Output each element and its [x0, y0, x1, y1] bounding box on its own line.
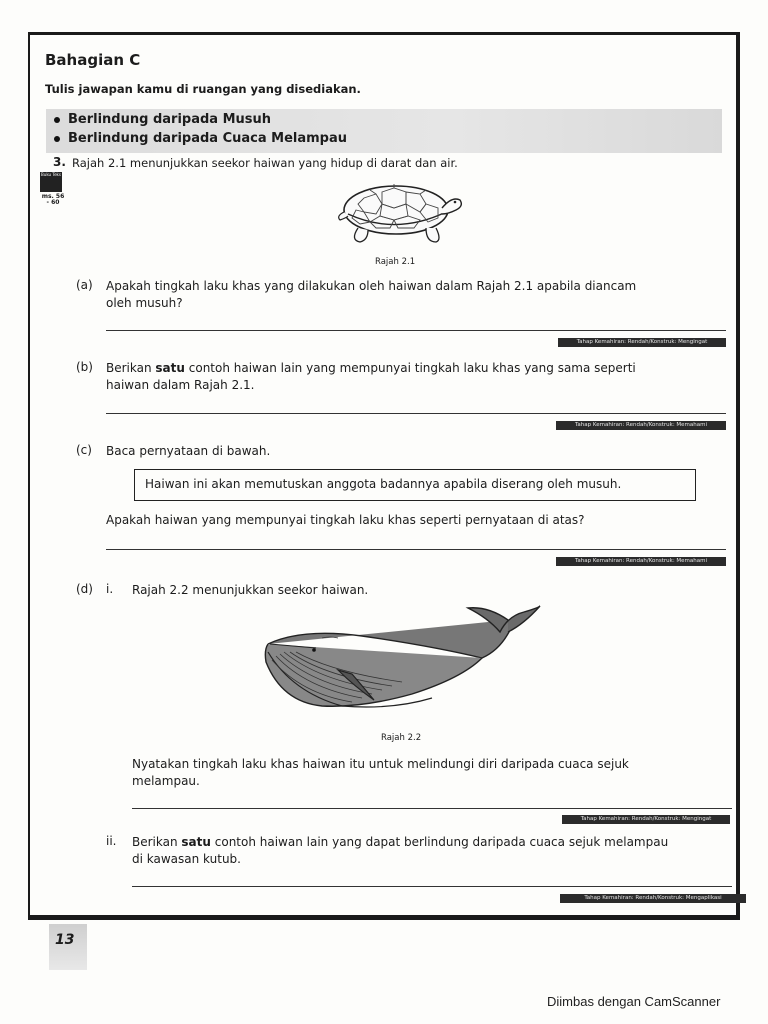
whale-figure: [262, 602, 546, 720]
subquestion-c-text: Baca pernyataan di bawah.: [106, 444, 271, 458]
scanner-watermark: Diimbas dengan CamScanner: [547, 994, 721, 1009]
subquestion-label: (a): [76, 278, 93, 292]
statement-box: Haiwan ini akan memutuskan anggota badannya apabila diserang oleh musuh.: [134, 469, 696, 501]
skill-level-tag: Tahap Kemahiran: Rendah/Konstruk: Memahami: [556, 421, 726, 430]
topic-item: Berlindung daripada Cuaca Melampau: [54, 131, 347, 146]
skill-level-tag: Tahap Kemahiran: Rendah/Konstruk: Memahami: [556, 557, 726, 566]
subquestion-a-text: Apakah tingkah laku khas yang dilakukan oleh haiwan dalam Rajah 2.1 apabila diancam oleh musuh?: [106, 279, 637, 310]
skill-level-tag: Tahap Kemahiran: Rendah/Konstruk: Mengingat: [562, 815, 730, 824]
skill-level-tag: Tahap Kemahiran: Rendah/Konstruk: Mengingat: [558, 338, 726, 347]
subquestion-b-text: Berikan satu contoh haiwan lain yang mempunyai tingkah laku khas yang sama seperti haiwan dalam Rajah 2.1.: [106, 361, 636, 392]
section-title: Bahagian C: [45, 51, 141, 69]
subitem-label: i.: [106, 582, 114, 596]
subitem-ii-text: Berikan satu contoh haiwan lain yang dapat berlindung daripada cuaca sejuk melampau di kawasan kutub.: [132, 835, 669, 866]
subitem-label: ii.: [106, 834, 117, 848]
figure-caption: Rajah 2.1: [375, 257, 416, 267]
subquestion-label: (d): [76, 582, 93, 596]
answer-line[interactable]: [132, 808, 732, 809]
subquestion-label: (b): [76, 360, 93, 374]
page-number: 13: [49, 924, 87, 970]
subquestion-label: (c): [76, 443, 92, 457]
section-instruction: Tulis jawapan kamu di ruangan yang disediakan.: [45, 82, 361, 96]
topic-item: Berlindung daripada Musuh: [54, 112, 271, 127]
answer-line[interactable]: [106, 330, 726, 331]
subitem-i-text: Nyatakan tingkah laku khas haiwan itu untuk melindungi diri daripada cuaca sejuk melampau.: [132, 757, 629, 788]
skill-level-tag: Tahap Kemahiran: Rendah/Konstruk: Mengaplikasi: [560, 894, 746, 903]
answer-line[interactable]: [106, 549, 726, 550]
subquestion-d-intro: Rajah 2.2 menunjukkan seekor haiwan.: [132, 583, 369, 597]
question-intro: Rajah 2.1 menunjukkan seekor haiwan yang hidup di darat dan air.: [72, 156, 458, 170]
textbook-badge-icon: Buku Teks: [40, 172, 62, 192]
topic-banner: [46, 109, 722, 153]
textbook-page-ref: ms. 56 - 60: [41, 193, 65, 206]
figure-caption: Rajah 2.2: [381, 733, 422, 743]
question-number: 3.: [53, 155, 66, 169]
bullet-icon: [54, 117, 60, 123]
answer-line[interactable]: [132, 886, 732, 887]
bullet-icon: [54, 136, 60, 142]
turtle-figure: [334, 180, 466, 252]
subquestion-c-question: Apakah haiwan yang mempunyai tingkah laku khas seperti pernyataan di atas?: [106, 513, 585, 527]
answer-line[interactable]: [106, 413, 726, 414]
